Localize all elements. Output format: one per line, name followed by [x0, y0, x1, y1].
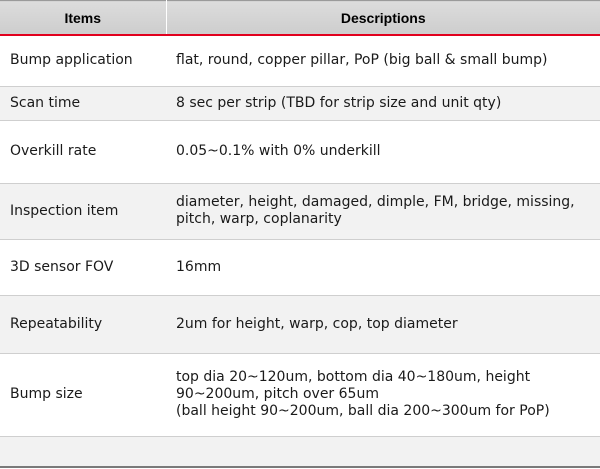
- table-row: [0, 239, 600, 295]
- description-text: 2um for height, warp, cop, top diameter: [176, 315, 458, 332]
- item-label: Inspection item: [10, 202, 119, 219]
- description-cell: [166, 120, 600, 183]
- item-label: 3D sensor FOV: [10, 258, 114, 275]
- table-row: [0, 120, 600, 183]
- empty-cell: [166, 436, 600, 467]
- description-text: 0.05~0.1% with 0% underkill: [176, 143, 381, 159]
- item-label: Bump size: [10, 386, 83, 402]
- description-cell: [166, 353, 600, 436]
- table-row: [0, 35, 600, 86]
- table-row: [0, 353, 600, 436]
- empty-cell: [0, 436, 166, 467]
- description-text-note: (ball height 90~200um, ball dia 200~300um for PoP): [176, 403, 550, 419]
- item-cell: [0, 120, 166, 183]
- item-label: Scan time: [10, 94, 81, 111]
- description-text: diameter, height, damaged, dimple, FM, bridge, missing, pitch, warp, coplanarity: [176, 194, 575, 227]
- description-text: top dia 20~120um, bottom dia 40~180um, height 90~200um, pitch over 65um: [176, 369, 531, 402]
- description-cell: [166, 86, 600, 120]
- description-text: 16mm: [176, 258, 222, 275]
- description-text: flat, round, copper pillar, PoP (big ball & small bump): [176, 52, 548, 69]
- description-cell: [166, 239, 600, 295]
- item-cell: [0, 86, 166, 120]
- description-text: 8 sec per strip (TBD for strip size and unit qty): [176, 94, 502, 111]
- item-cell: [0, 183, 166, 239]
- description-cell: [166, 35, 600, 86]
- item-cell: [0, 239, 166, 295]
- table-row: [0, 295, 600, 353]
- column-header-descriptions: Descriptions: [166, 1, 600, 36]
- item-cell: [0, 295, 166, 353]
- item-cell: [0, 353, 166, 436]
- table-row: [0, 183, 600, 239]
- table-header: [0, 1, 600, 36]
- item-cell: [0, 35, 166, 86]
- item-label: Overkill rate: [10, 143, 97, 159]
- description-cell: [166, 295, 600, 353]
- item-label: Repeatability: [10, 315, 103, 332]
- table-row-empty: [0, 436, 600, 467]
- table-row: [0, 86, 600, 120]
- item-label: Bump application: [10, 52, 133, 69]
- description-cell: [166, 183, 600, 239]
- column-header-items: Items: [0, 1, 166, 36]
